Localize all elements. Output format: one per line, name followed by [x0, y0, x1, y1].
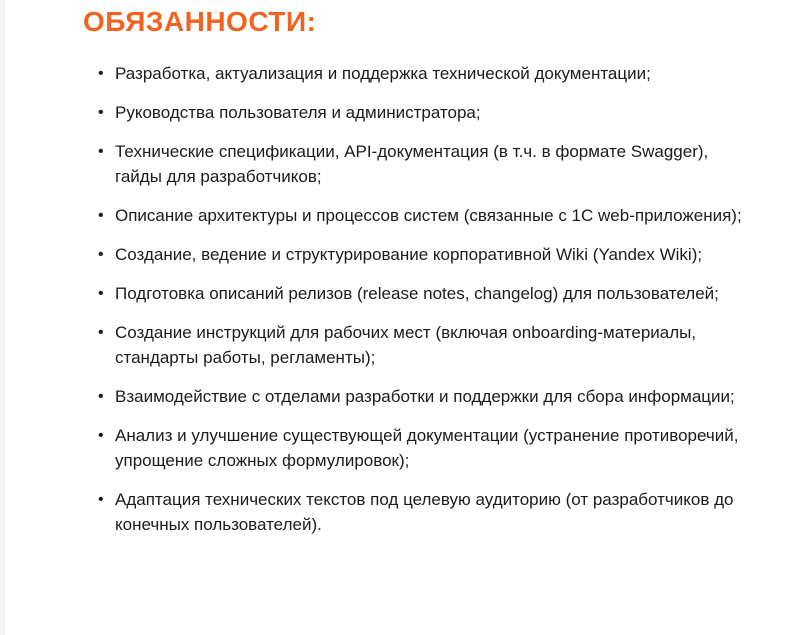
bullet-icon: •: [98, 427, 104, 444]
list-item-text: Разработка, актуализация и поддержка технической документации;: [115, 64, 651, 83]
bullet-icon: •: [98, 246, 104, 263]
bullet-icon: •: [98, 207, 104, 224]
bullet-icon: •: [98, 285, 104, 302]
bullet-icon: •: [98, 491, 104, 508]
list-item: [98, 100, 748, 125]
bullet-icon: •: [98, 104, 104, 121]
bullet-icon: •: [98, 388, 104, 405]
bullet-icon: •: [98, 65, 104, 82]
list-item: [98, 242, 748, 267]
list-item-text: Анализ и улучшение существующей документации (устранение противоречий, упрощение сложных формулировок);: [115, 426, 739, 470]
bullet-icon: •: [98, 324, 104, 341]
list-item: [98, 61, 748, 86]
list-item: [98, 423, 748, 473]
list-item-text: Создание инструкций для рабочих мест (включая onboarding-материалы, стандарты работы, регламенты);: [115, 323, 697, 367]
list-item-text: Подготовка описаний релизов (release notes, changelog) для пользователей;: [115, 284, 719, 303]
list-item: [98, 203, 748, 228]
list-item-text: Взаимодействие с отделами разработки и поддержки для сбора информации;: [115, 387, 735, 406]
list-item-text: Описание архитектуры и процессов систем (связанные с 1С web-приложения);: [115, 206, 742, 225]
list-item-text: Руководства пользователя и администратора;: [115, 103, 481, 122]
list-item-text: Технические спецификации, API-документация (в т.ч. в формате Swagger), гайды для разработчиков;: [115, 142, 709, 186]
section-title: ОБЯЗАННОСТИ:: [83, 6, 317, 37]
list-item: [98, 384, 748, 409]
list-item-text: Адаптация технических текстов под целевую аудиторию (от разработчиков до конечных пользователей).: [115, 490, 734, 534]
list-item-text: Создание, ведение и структурирование корпоративной Wiki (Yandex Wiki);: [115, 245, 703, 264]
list-item: [98, 320, 748, 370]
bullet-icon: •: [98, 143, 104, 160]
responsibilities-list: [98, 61, 748, 537]
list-item: [98, 281, 748, 306]
list-item: [98, 487, 748, 537]
list-item: [98, 139, 748, 189]
